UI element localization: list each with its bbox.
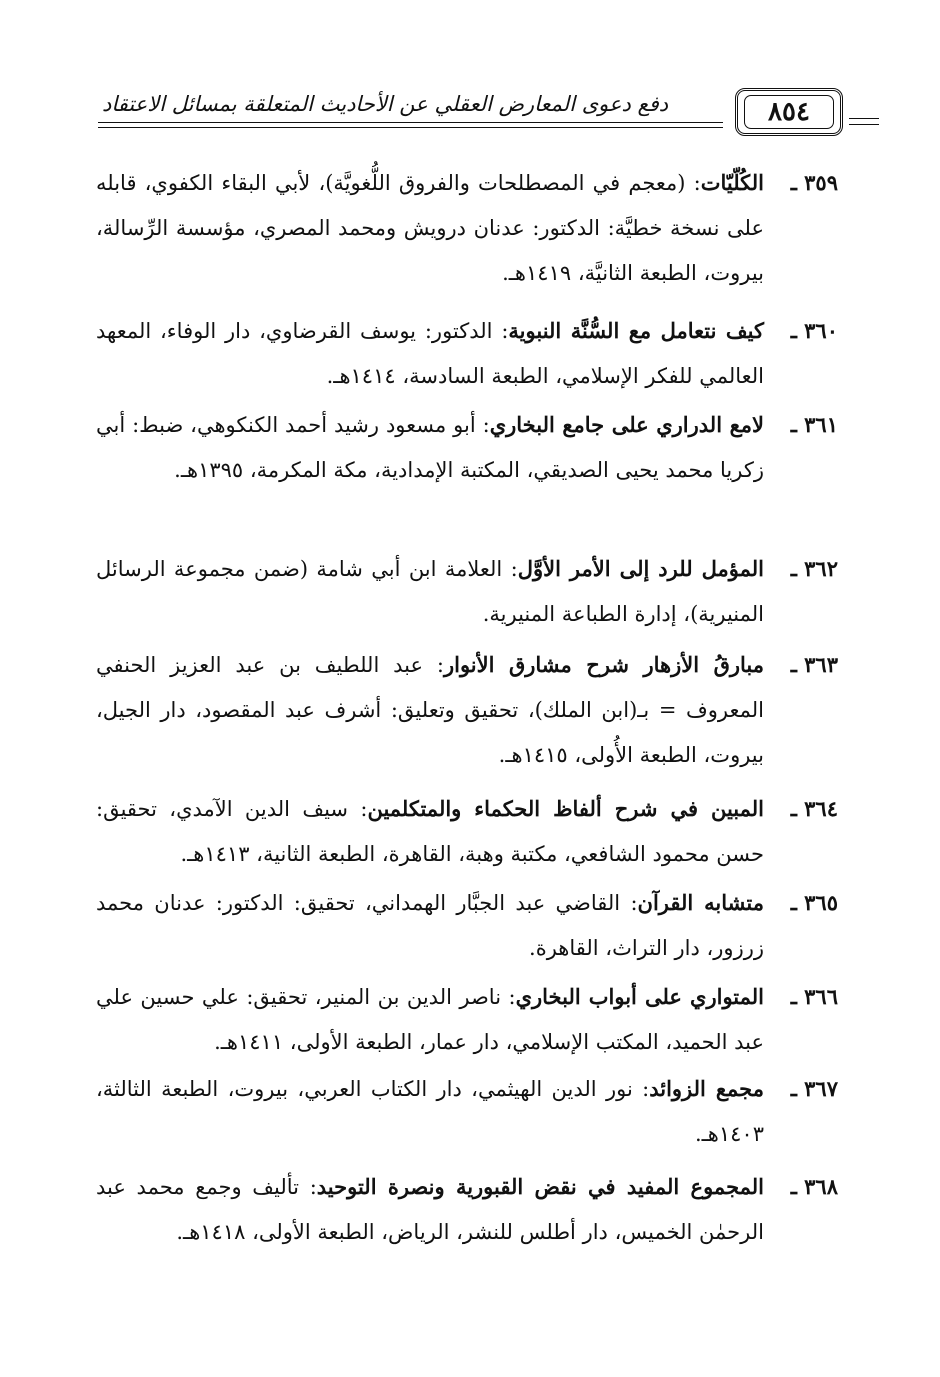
entry-text: : ناصر الدين بن المنير، تحقيق: علي حسين علي عبد الحميد، المكتب الإسلامي، دار عمار، الطبعة الأولى، ١٤١١هـ. bbox=[96, 985, 764, 1054]
page-number-frame bbox=[735, 88, 843, 136]
entry-text: : القاضي عبد الجبَّار الهمداني، تحقيق: الدكتور: عدنان محمد زرزور، دار التراث، القاهرة. bbox=[96, 891, 764, 960]
entry-title: لامع الدراري على جامع البخاري bbox=[489, 412, 764, 437]
entry-number: ٣٦٧ ـ bbox=[790, 1076, 838, 1101]
bibliography-entry bbox=[96, 880, 838, 974]
bibliography-entry bbox=[96, 160, 838, 308]
bibliography-entry bbox=[96, 1066, 838, 1164]
entry-text: : الدكتور: يوسف القرضاوي، دار الوفاء، المعهد العالمي للفكر الإسلامي، الطبعة السادسة، ١٤١٤هـ. bbox=[96, 319, 764, 388]
entry-number: ٣٦٨ ـ bbox=[790, 1174, 838, 1199]
bibliography-entry bbox=[96, 308, 838, 402]
entry-title: المؤمل للرد إلى الأمر الأوَّل bbox=[517, 556, 764, 581]
entry-text: : أبو مسعود رشيد أحمد الكنكوهي، ضبط: أبي زكريا محمد يحيى الصديقي، المكتبة الإمدادية، مكة المكرمة، ١٣٩٥هـ. bbox=[96, 413, 764, 482]
entry-number: ٣٦٦ ـ bbox=[790, 984, 838, 1009]
bibliography-entry bbox=[96, 546, 838, 642]
entry-text: : تأليف وجمع محمد عبد الرحمٰن الخميس، دار أطلس للنشر، الرياض، الطبعة الأولى، ١٤١٨هـ. bbox=[96, 1175, 764, 1244]
entry-text: : نور الدين الهيثمي، دار الكتاب العربي، بيروت، الطبعة الثالثة، ١٤٠٣هـ. bbox=[96, 1077, 764, 1146]
entry-text: : سيف الدين الآمدي، تحقيق: حسن محمود الشافعي، مكتبة وهبة، القاهرة، الطبعة الثانية، ١٤١٣هـ. bbox=[96, 797, 764, 866]
bibliography-entry bbox=[96, 1164, 838, 1304]
bibliography-entry bbox=[96, 786, 838, 880]
entry-title: متشابه القرآن bbox=[637, 890, 764, 915]
entry-text: : عبد اللطيف بن عبد العزيز الحنفي المعروف = بـ(ابن الملك)، تحقيق وتعليق: أشرف عبد المقصود، دار الجيل، بيروت، الطبعة الأُولى، ١٤١٥هـ. bbox=[96, 653, 764, 767]
entry-title: المتواري على أبواب البخاري bbox=[515, 984, 765, 1009]
entry-number: ٣٦٤ ـ bbox=[790, 796, 838, 821]
bibliography-entry bbox=[96, 642, 838, 786]
entry-title: المبين في شرح ألفاظ الحكماء والمتكلمين bbox=[367, 796, 764, 821]
header-rule bbox=[98, 127, 723, 128]
entry-number: ٣٦٣ ـ bbox=[790, 652, 838, 677]
header-rule bbox=[849, 118, 879, 119]
entry-text: : العلامة ابن أبي شامة (ضمن مجموعة الرسائل المنيرية)، إدارة الطباعة المنيرية. bbox=[96, 557, 764, 626]
bibliography-list bbox=[96, 160, 838, 1304]
entry-title: كيف نتعامل مع السُّنَّة النبوية bbox=[508, 318, 765, 343]
entry-text: : (معجم في المصطلحات والفروق اللُّغويَّة)، لأبي البقاء الكفوي، قابله على نسخة خطيَّة: الدكتور: عدنان درويش ومحمد المصري، مؤسسة الرِّسالة، بيروت، الطبعة الثانيَّة، ١٤١٩هـ. bbox=[96, 171, 764, 285]
entry-number: ٣٦٥ ـ bbox=[790, 890, 838, 915]
entry-number: ٣٥٩ ـ bbox=[790, 170, 838, 195]
entry-title: الكُلّيّات bbox=[700, 170, 764, 195]
running-header bbox=[98, 88, 843, 148]
page-number: ٨٥٤ bbox=[744, 95, 834, 129]
entry-number: ٣٦٠ ـ bbox=[790, 318, 838, 343]
entry-title: مجمع الزوائد bbox=[649, 1076, 764, 1101]
header-rule bbox=[849, 124, 879, 125]
book-title: دفع دعوى المعارض العقلي عن الأحاديث المتعلقة بمسائل الاعتقاد bbox=[102, 92, 669, 116]
header-rule bbox=[98, 122, 723, 123]
entry-title: المجموع المفيد في نقض القبورية ونصرة التوحيد bbox=[316, 1174, 764, 1199]
entry-number: ٣٦٢ ـ bbox=[790, 556, 838, 581]
bibliography-entry bbox=[96, 402, 838, 546]
entry-title: مبارقُ الأزهار شرح مشارق الأنوار bbox=[443, 652, 764, 677]
bibliography-entry bbox=[96, 974, 838, 1066]
entry-number: ٣٦١ ـ bbox=[790, 412, 838, 437]
